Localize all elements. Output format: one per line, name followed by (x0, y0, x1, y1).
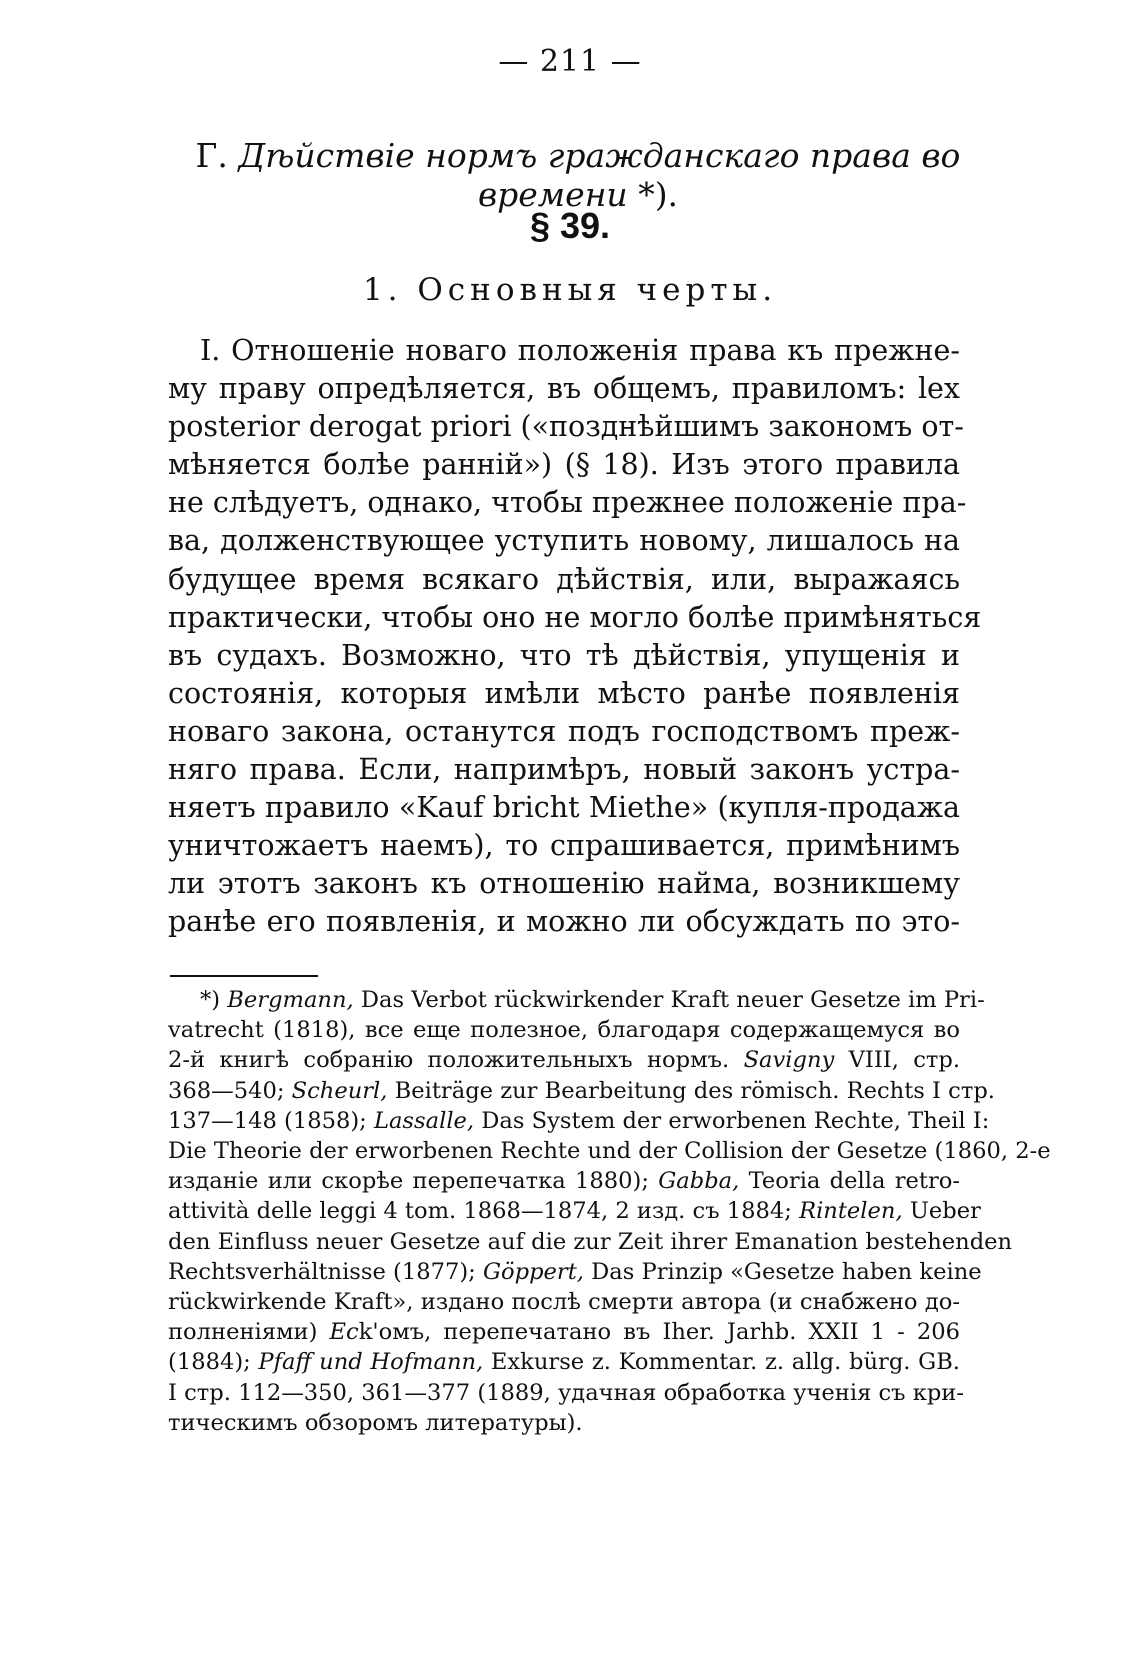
footnote-line: Die Theorie der erworbenen Rechte und der Collision der Gesetze (1860, 2-е (168, 1138, 1051, 1165)
section-heading (178, 136, 978, 214)
page-number: — 211 — (498, 44, 642, 79)
footnote-line: 368—540; Scheurl, Beiträge zur Bearbeitung des römisch. Rechts I стр. (168, 1077, 995, 1104)
footnote-divider (170, 975, 318, 977)
footnote-line: 137—148 (1858); Lassalle, Das System der erworbenen Rechte, Theil I: (168, 1107, 990, 1134)
text-line: будущее время всякаго дѣйствія, или, выражаясь (168, 562, 960, 596)
text-line: няетъ правило «Kauf bricht Miethe» (купля-продажа (168, 791, 960, 825)
footnote-line: attività delle leggi 4 tom. 1868—1874, 2 изд. съ 1884; Rintelen, Ueber (168, 1198, 981, 1225)
footnote-line: rückwirkende Kraft», издано послѣ смерти автора (и снабжено до- (168, 1289, 960, 1316)
text-line: въ судахъ. Возможно, что тѣ дѣйствія, упущенія и (168, 638, 960, 672)
section-title: Дѣйствіе нормъ гражданскаго права во времени (238, 136, 961, 214)
footnote-line: Rechtsverhältnisse (1877); Göppert, Das Prinzip «Gesetze haben keine (168, 1258, 982, 1285)
text-line: ли этотъ законъ къ отношенію найма, возникшему (168, 867, 960, 901)
text-line: состоянія, которыя имѣли мѣсто ранѣе появленія (168, 676, 960, 710)
text-line: новаго закона, останутся подъ господствомъ преж- (168, 714, 960, 748)
text-line: ранѣе его появленія, и можно ли обсуждать по это- (168, 905, 960, 939)
text-line: ва, долженствующее уступить новому, лишалось на (168, 524, 960, 558)
footnote-line: den Einfluss neuer Gesetze auf die zur Zeit ihrer Emanation bestehenden (168, 1228, 1013, 1255)
text-line: не слѣдуетъ, однако, чтобы прежнее положеніе пра- (168, 486, 967, 520)
footnote-line: I стр. 112—350, 361—377 (1889, удачная обработка ученія съ кри- (168, 1379, 964, 1406)
paragraph-number: § 39. (529, 205, 611, 246)
footnote (168, 985, 1051, 1438)
section-letter: Г. (195, 136, 228, 175)
footnote-line: полненіями) Eck'омъ, перепечатано въ Iher. Jarhb. XXII 1 - 206 (168, 1319, 960, 1346)
footnote-line: тическимъ обзоромъ литературы). (168, 1409, 583, 1436)
text-line: I. Отношеніе новаго положенія права къ прежне- (200, 334, 960, 367)
text-line: мѣняется болѣе ранній») (§ 18). Изъ этого правила (168, 448, 960, 482)
footnote-mark: *). (638, 175, 679, 214)
text-line: posterior derogat priori («позднѣйшимъ закономъ от- (168, 410, 964, 444)
subheading: 1. Основныя черты. (362, 272, 778, 308)
text-line: няго права. Если, напримѣръ, новый законъ устра- (168, 753, 960, 787)
footnote-line: *) Bergmann, Das Verbot rückwirkender Kraft neuer Gesetze im Pri- (200, 987, 985, 1013)
text-line: практически, чтобы оно не могло болѣе примѣняться (168, 600, 982, 634)
text-line: му праву опредѣляется, въ общемъ, правиломъ: lex (168, 372, 960, 406)
footnote-line: (1884); Pfaff und Hofmann, Exkurse z. Kommentar. z. allg. bürg. GB. (168, 1349, 960, 1376)
text-line: уничтожаетъ наемъ), то спрашивается, примѣнимъ (168, 829, 960, 863)
footnote-line: изданіе или скорѣе перепечатка 1880); Gabba, Teoria della retro- (168, 1168, 960, 1195)
footnote-line: vatrecht (1818), все еще полезное, благодаря содержащемуся во (168, 1017, 960, 1044)
body-text (168, 332, 982, 942)
footnote-line: 2-й книгѣ собранію положительныхъ нормъ. Savigny VIII, стр. (168, 1047, 961, 1074)
